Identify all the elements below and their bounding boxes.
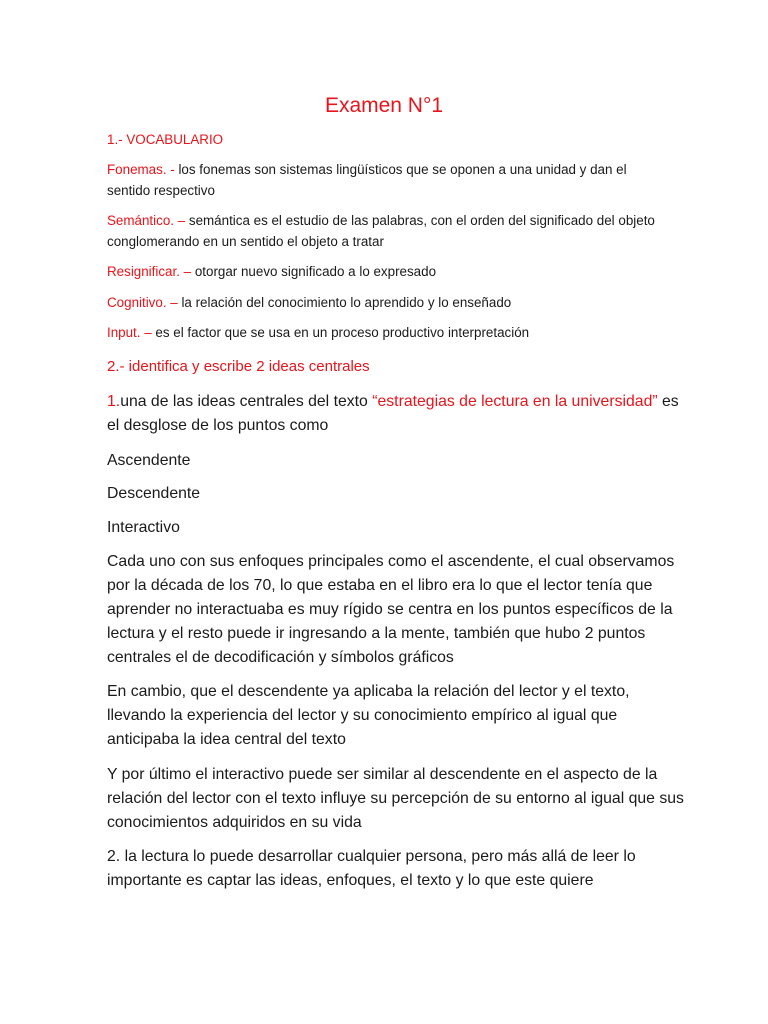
list-item-interactivo: Interactivo bbox=[107, 519, 180, 536]
vocab-item-semantico bbox=[107, 210, 667, 252]
vocab-definition: semántica es el estudio de las palabras, con el orden del significado del objeto conglomerando en un sentido el objeto a tratar bbox=[107, 213, 655, 249]
vocab-item-input bbox=[107, 322, 667, 343]
idea1-quote: “estrategias de lectura en la universidad” bbox=[372, 393, 658, 410]
vocab-definition: la relación del conocimiento lo aprendido y lo enseñado bbox=[181, 295, 512, 310]
vocab-item-resignificar bbox=[107, 261, 667, 282]
paragraph-ascendente: Cada uno con sus enfoques principales como el ascendente, el cual observamos por la década de los 70, lo que estaba en el libro era lo que el lector tenía que aprender no interactuaba es muy rígido se centra en los puntos específicos de la lectura y el resto puede ir ingresando a la mente, también que hubo 2 puntos centrales el de decodificación y símbolos gráficos bbox=[107, 553, 675, 666]
vocab-term: Cognitivo. – bbox=[107, 295, 182, 310]
paragraph-interactivo: Y por último el interactivo puede ser similar al descendente en el aspecto de la relación del lector con el texto influye su percepción de su entorno al igual que sus conocimientos adquiridos en su vida bbox=[107, 766, 684, 831]
vocab-item-fonemas bbox=[107, 159, 667, 201]
vocab-definition: otorgar nuevo significado a lo expresado bbox=[194, 264, 437, 279]
vocab-definition: es el factor que se usa en un proceso productivo interpretación bbox=[155, 325, 530, 340]
vocab-definition: los fonemas son sistemas lingüísticos que se oponen a una unidad y dan el sentido respectivo bbox=[107, 162, 627, 198]
list-item-ascendente: Ascendente bbox=[107, 452, 191, 469]
vocab-term: Semántico. – bbox=[107, 213, 189, 228]
list-item-descendente: Descendente bbox=[107, 485, 201, 502]
idea1-text-after: es el desglose de los puntos como bbox=[107, 393, 679, 434]
section1-heading: 1.- VOCABULARIO bbox=[107, 132, 224, 147]
idea1-paragraph bbox=[107, 390, 687, 438]
section2-heading: 2.- identifica y escribe 2 ideas centrales bbox=[107, 358, 370, 375]
vocab-term: Fonemas. - bbox=[107, 162, 179, 177]
page-title: Examen N°1 bbox=[324, 94, 444, 117]
idea1-text-before: una de las ideas centrales del texto bbox=[120, 393, 373, 410]
paragraph-descendente: En cambio, que el descendente ya aplicaba la relación del lector y el texto, llevando la experiencia del lector y su conocimiento empírico al igual que anticipaba la idea central del texto bbox=[107, 683, 630, 748]
vocab-item-cognitivo bbox=[107, 292, 667, 313]
idea1-number: 1. bbox=[107, 393, 121, 410]
vocab-term: Resignificar. – bbox=[107, 264, 195, 279]
paragraph-idea2: 2. la lectura lo puede desarrollar cualquier persona, pero más allá de leer lo importante es captar las ideas, enfoques, el texto y lo que este quiere bbox=[107, 848, 636, 889]
vocab-term: Input. – bbox=[107, 325, 156, 340]
